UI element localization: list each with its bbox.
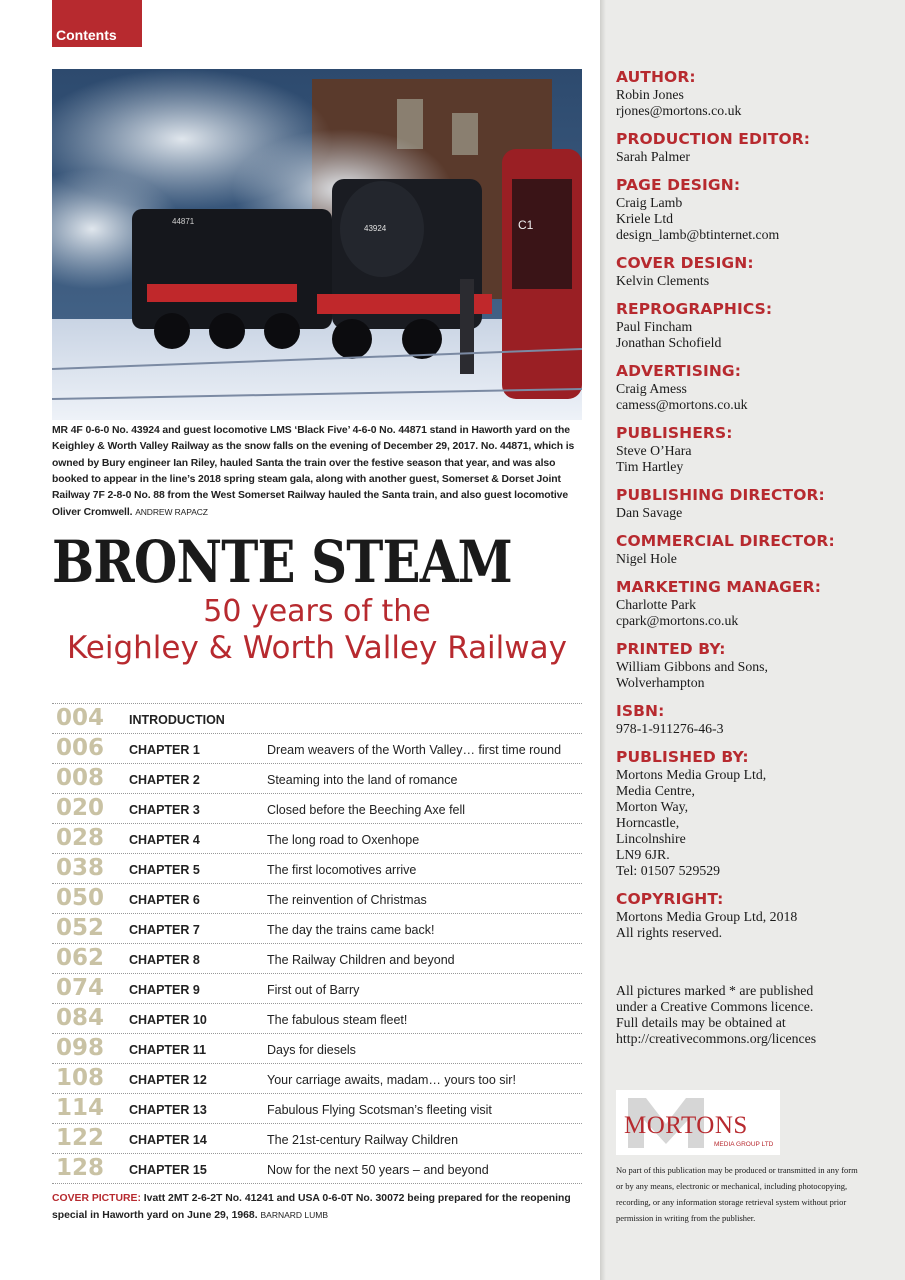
person-silhouette xyxy=(460,279,474,374)
credit-block xyxy=(616,702,896,737)
toc-page-number: 004 xyxy=(56,705,105,731)
credit-line: Mortons Media Group Ltd, 2018 xyxy=(616,909,798,924)
credits-list xyxy=(616,68,896,952)
credit-heading: ISBN: xyxy=(616,702,665,720)
toc-page-number: 108 xyxy=(56,1065,105,1091)
red-carriage xyxy=(502,149,582,399)
toc-page-number: 084 xyxy=(56,1005,105,1031)
toc-chapter-label: CHAPTER 11 xyxy=(129,1043,207,1057)
credit-block xyxy=(616,130,896,165)
credit-block xyxy=(616,176,896,243)
toc-row[interactable] xyxy=(52,884,582,914)
logo-subtitle: MEDIA GROUP LTD xyxy=(714,1141,774,1148)
toc-chapter-title: Dream weavers of the Worth Valley… first time round xyxy=(267,743,562,757)
toc-chapter-label: CHAPTER 1 xyxy=(129,743,200,757)
credit-line: Steve O’Hara xyxy=(616,443,692,458)
caption-text: MR 4F 0-6-0 No. 43924 and guest locomotive LMS ‘Black Five’ 4-6-0 No. 44871 stand in Haworth yard on the Keighley & Worth Valley Railway as the snow falls on the evening of December 29, 2017. No. 44871, which is owned by Bury engineer Ian Riley, hauled Santa the train over the festive season that year, and was also booked to appear in the line’s 2018 spring steam gala, along with another guest, Somerset & Dorset Joint Railway 7F 2-8-0 No. 88 from the West Somerset Railway hauled the Santa train, and also guest locomotive Oliver Cromwell. xyxy=(52,425,575,519)
credit-block xyxy=(616,68,896,119)
toc-row[interactable] xyxy=(52,914,582,944)
credit-heading: PUBLISHED BY: xyxy=(616,748,749,766)
mortons-logo xyxy=(616,1090,780,1155)
toc-page-number: 128 xyxy=(56,1155,105,1181)
toc-page-number: 038 xyxy=(56,855,105,881)
credit-line: Sarah Palmer xyxy=(616,149,690,164)
credit-line: Media Centre, xyxy=(616,783,695,798)
toc-chapter-label: CHAPTER 10 xyxy=(129,1013,207,1027)
toc-page-number: 050 xyxy=(56,885,105,911)
credit-line: Nigel Hole xyxy=(616,551,677,566)
toc-chapter-label: CHAPTER 9 xyxy=(129,983,200,997)
toc-chapter-title: Now for the next 50 years – and beyond xyxy=(267,1163,489,1177)
toc-row[interactable] xyxy=(52,824,582,854)
credit-line: Mortons Media Group Ltd, xyxy=(616,767,767,782)
sidebar-edge-shadow xyxy=(600,0,606,1280)
credit-block xyxy=(616,362,896,413)
toc-row[interactable] xyxy=(52,1124,582,1154)
toc-chapter-label: CHAPTER 8 xyxy=(129,953,200,967)
toc-chapter-title: Closed before the Beeching Axe fell xyxy=(267,803,466,817)
credit-line: Dan Savage xyxy=(616,505,683,520)
toc-row[interactable] xyxy=(52,734,582,764)
credit-line: William Gibbons and Sons, xyxy=(616,659,768,674)
credit-block xyxy=(616,748,896,879)
toc-chapter-label: CHAPTER 3 xyxy=(129,803,200,817)
licence-note xyxy=(616,983,891,1047)
photo-caption xyxy=(52,423,582,522)
toc-chapter-title: Steaming into the land of romance xyxy=(267,773,458,787)
credit-block xyxy=(616,424,896,475)
toc-chapter-label: CHAPTER 7 xyxy=(129,923,200,937)
credit-line: Tim Hartley xyxy=(616,459,684,474)
credit-line: LN9 6JR. xyxy=(616,847,670,862)
svg-text:C1: C1 xyxy=(518,218,534,232)
credit-block xyxy=(616,890,896,941)
licence-line: All pictures marked * are published xyxy=(616,983,814,998)
toc-chapter-label: CHAPTER 4 xyxy=(129,833,200,847)
licence-line: under a Creative Commons licence. xyxy=(616,999,814,1014)
toc-row[interactable] xyxy=(52,1004,582,1034)
toc-chapter-label: CHAPTER 12 xyxy=(129,1073,207,1087)
toc-row[interactable] xyxy=(52,1154,582,1184)
toc-chapter-title: Days for diesels xyxy=(267,1043,356,1057)
toc-page-number: 074 xyxy=(56,975,105,1001)
credit-line: Wolverhampton xyxy=(616,675,705,690)
credit-line: camess@mortons.co.uk xyxy=(616,397,748,412)
toc-chapter-label: CHAPTER 15 xyxy=(129,1163,207,1177)
credit-heading: COVER DESIGN: xyxy=(616,254,754,272)
logo-name: MORTONS xyxy=(624,1112,748,1139)
toc-chapter-label: CHAPTER 2 xyxy=(129,773,200,787)
credit-heading: PRODUCTION EDITOR: xyxy=(616,130,811,148)
svg-text:44871: 44871 xyxy=(172,217,195,226)
cover-picture-label: COVER PICTURE: xyxy=(52,1193,141,1204)
credit-heading: PAGE DESIGN: xyxy=(616,176,741,194)
licence-line: Full details may be obtained at xyxy=(616,1015,786,1030)
toc-page-number: 020 xyxy=(56,795,105,821)
toc-page-number: 062 xyxy=(56,945,105,971)
toc-chapter-title: Fabulous Flying Scotsman’s fleeting visit xyxy=(267,1103,492,1117)
toc-page-number: 008 xyxy=(56,765,105,791)
toc-chapter-title: Your carriage awaits, madam… yours too sir! xyxy=(267,1073,516,1087)
toc-page-number: 122 xyxy=(56,1125,105,1151)
toc-chapter-label: CHAPTER 6 xyxy=(129,893,200,907)
credit-heading: PRINTED BY: xyxy=(616,640,726,658)
credit-heading: COMMERCIAL DIRECTOR: xyxy=(616,532,835,550)
toc-row[interactable] xyxy=(52,764,582,794)
credit-line: Lincolnshire xyxy=(616,831,686,846)
credit-heading: ADVERTISING: xyxy=(616,362,742,380)
svg-text:43924: 43924 xyxy=(364,224,387,233)
credit-heading: COPYRIGHT: xyxy=(616,890,724,908)
toc-chapter-title: The reinvention of Christmas xyxy=(267,893,427,907)
table-of-contents xyxy=(52,703,582,1184)
toc-chapter-title: The long road to Oxenhope xyxy=(267,833,420,847)
toc-chapter-title: The first locomotives arrive xyxy=(267,863,417,877)
credit-line: Horncastle, xyxy=(616,815,680,830)
toc-chapter-title: First out of Barry xyxy=(267,983,360,997)
subtitle-line-2: Keighley & Worth Valley Railway xyxy=(67,630,567,666)
toc-row[interactable] xyxy=(52,944,582,974)
toc-chapter-label: CHAPTER 13 xyxy=(129,1103,207,1117)
credit-line: Kriele Ltd xyxy=(616,211,674,226)
contents-tab: Contents xyxy=(52,0,142,47)
copyright-disclaimer: No part of this publication may be produced or transmitted in any form or by any means, electronic or mechanical, including photocopying, recording, or any information storage retrieval system without prior permission in writing from the publisher. xyxy=(616,1165,858,1223)
credit-block xyxy=(616,578,896,629)
toc-chapter-title: The 21st-century Railway Children xyxy=(267,1133,459,1147)
credit-line: rjones@mortons.co.uk xyxy=(616,103,742,118)
credit-line: Jonathan Schofield xyxy=(616,335,722,350)
toc-row[interactable] xyxy=(52,974,582,1004)
cover-picture-text: Ivatt 2MT 2-6-2T No. 41241 and USA 0-6-0T No. 30072 being prepared for the reopening special in Haworth yard on June 29, 1968. xyxy=(52,1193,571,1221)
toc-row[interactable] xyxy=(52,854,582,884)
credit-block xyxy=(616,532,896,567)
hero-photo xyxy=(52,69,582,420)
credit-block xyxy=(616,254,896,289)
toc-chapter-title: The fabulous steam fleet! xyxy=(267,1013,408,1027)
toc-row[interactable] xyxy=(52,1094,582,1124)
credit-line: 978-1-911276-46-3 xyxy=(616,721,724,736)
toc-page-number: 098 xyxy=(56,1035,105,1061)
toc-page-number: 114 xyxy=(56,1095,105,1121)
credit-line: Robin Jones xyxy=(616,87,684,102)
credit-line: Craig Lamb xyxy=(616,195,683,210)
cover-picture-credit: BARNARD LUMB xyxy=(260,1210,329,1220)
credit-heading: PUBLISHERS: xyxy=(616,424,733,442)
credit-line: Paul Fincham xyxy=(616,319,693,334)
credit-line: cpark@mortons.co.uk xyxy=(616,613,739,628)
toc-chapter-title: The Railway Children and beyond xyxy=(267,953,455,967)
credit-block xyxy=(616,300,896,351)
credit-heading: AUTHOR: xyxy=(616,68,696,86)
licence-line: http://creativecommons.org/licences xyxy=(616,1031,817,1046)
credit-heading: PUBLISHING DIRECTOR: xyxy=(616,486,825,504)
toc-chapter-label: INTRODUCTION xyxy=(129,713,225,727)
toc-row[interactable] xyxy=(52,1034,582,1064)
credit-line: Tel: 01507 529529 xyxy=(616,863,721,878)
page-title: BRONTE STEAM xyxy=(52,528,512,596)
toc-page-number: 006 xyxy=(56,735,105,761)
toc-row[interactable] xyxy=(52,1064,582,1094)
toc-chapter-label: CHAPTER 5 xyxy=(129,863,200,877)
toc-chapter-label: CHAPTER 14 xyxy=(129,1133,207,1147)
subtitle-line-1: 50 years of the xyxy=(203,594,431,629)
credit-block xyxy=(616,486,896,521)
page-subtitle xyxy=(52,594,582,666)
locomotive-left xyxy=(132,209,332,349)
credit-line: Morton Way, xyxy=(616,799,689,814)
credit-line: design_lamb@btinternet.com xyxy=(616,227,780,242)
credit-line: Charlotte Park xyxy=(616,597,697,612)
credit-line: Kelvin Clements xyxy=(616,273,710,288)
caption-credit: ANDREW RAPACZ xyxy=(135,507,208,518)
toc-page-number: 028 xyxy=(56,825,105,851)
credit-block xyxy=(616,640,896,691)
toc-row[interactable] xyxy=(52,794,582,824)
credit-line: All rights reserved. xyxy=(616,925,723,940)
toc-row[interactable] xyxy=(52,703,582,734)
toc-page-number: 052 xyxy=(56,915,105,941)
credit-heading: REPROGRAPHICS: xyxy=(616,300,773,318)
toc-chapter-title: The day the trains came back! xyxy=(267,923,435,937)
credit-line: Craig Amess xyxy=(616,381,687,396)
cover-picture-caption xyxy=(52,1190,582,1224)
credit-heading: MARKETING MANAGER: xyxy=(616,578,822,596)
